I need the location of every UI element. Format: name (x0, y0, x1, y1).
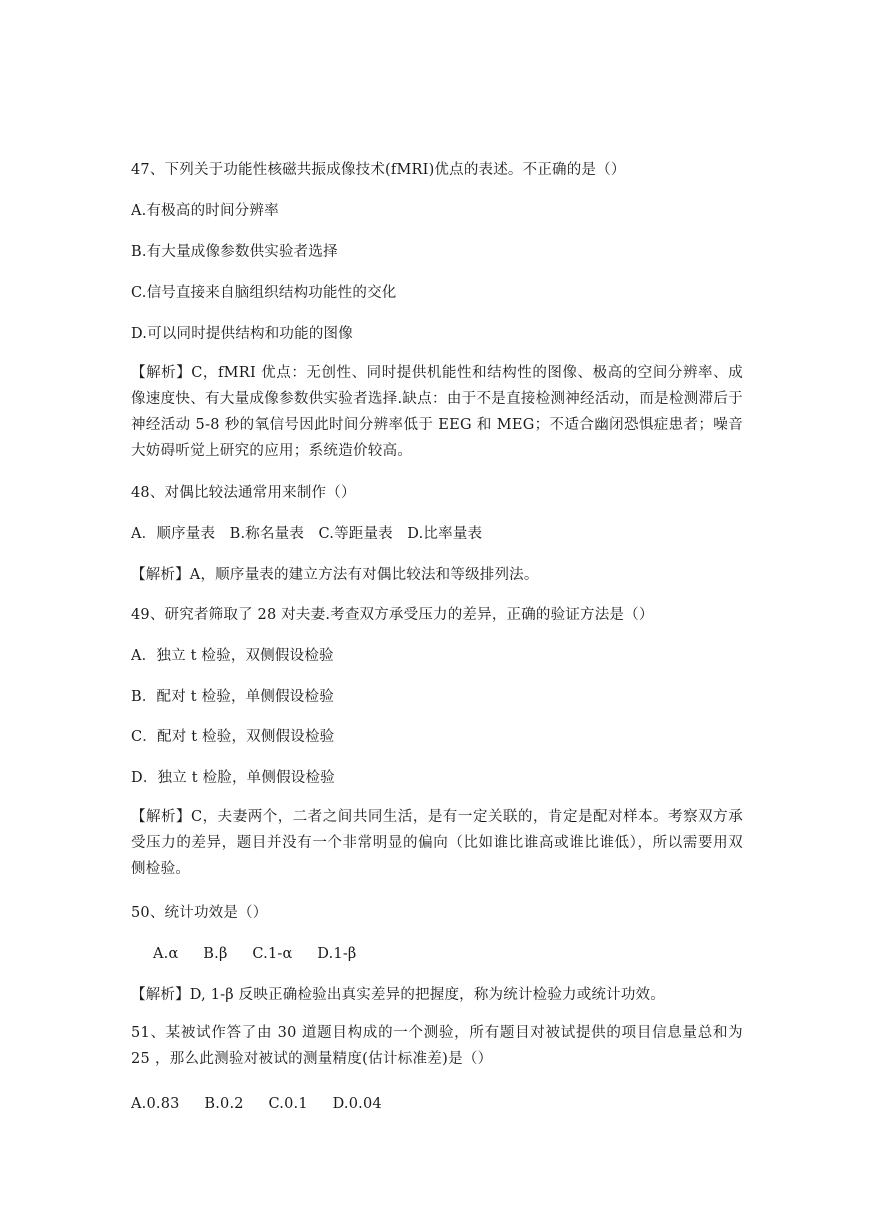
question-47-option-b: B.有大量成像参数供实验者选择 (131, 244, 338, 260)
question-47-analysis: 【解析】C，fMRI 优点：无创性、同时提供机能性和结构性的图像、极高的空间分辨率、成像速度快、有大量成像参数供实验者选择.缺点：由于不是直接检测神经活动，而是检测滞后于神经活动 5-8 秒的氧信号因此时间分辨率低于 EEG 和 MEG；不适合幽闭恐惧症患者；噪音大妨碍听觉上研究的应用；系统造价较高。 (131, 365, 743, 459)
question-50-option-b: B.β (203, 946, 228, 962)
question-47-option-d: D.可以同时提供结构和功能的图像 (131, 326, 353, 342)
question-50-options (153, 942, 773, 966)
question-50-option-d: D.1-β (317, 946, 357, 962)
question-47-option-a: A.有极高的时间分辨率 (131, 203, 279, 219)
question-48-options: A．顺序量表 B.称名量表 C.等距量表 D.比率量表 (131, 526, 483, 542)
question-50-option-a: A.α (153, 946, 179, 962)
question-49-option-d: D．独立 t 检脸，单侧假设检验 (131, 770, 335, 786)
question-49-option-a: A．独立 t 检验，双侧假设检验 (131, 648, 334, 664)
question-50-option-c: C.1-α (252, 946, 293, 962)
question-47-option-c: C.信号直接来自脑组织结构功能性的交化 (131, 285, 397, 301)
question-49-analysis: 【解析】C，夫妻两个，二者之间共同生活，是有一定关联的，肯定是配对样本。考察双方承受压力的差异，题目并没有一个非常明显的偏向（比如谁比谁高或谁比谁低），所以需要用双侧检验。 (131, 809, 743, 877)
question-47-stem: 47、下列关于功能性核磁共振成像技术(fMRI)优点的表述。不正确的是（） (131, 162, 626, 178)
question-50-stem: 50、统计功效是（） (131, 905, 268, 921)
question-51-options (131, 1092, 751, 1116)
question-50-analysis: 【解析】D, 1-β 反映正确检验出真实差异的把握度，称为统计检验力或统计功效。 (131, 987, 665, 1003)
question-51-option-d: D.0.04 (332, 1096, 382, 1112)
question-48-analysis: 【解析】A，顺序量表的建立方法有对偶比较法和等级排列法。 (131, 567, 539, 583)
question-51-option-c: C.0.1 (268, 1096, 308, 1112)
question-51-stem: 51、某被试作答了由 30 道题目构成的一个测验，所有题目对被试提供的项目信息量总和为 25 ，那么此测验对被试的测量精度(估计标准差)是（） (131, 1025, 743, 1067)
question-51-option-b: B.0.2 (204, 1096, 244, 1112)
question-48-stem: 48、对偶比较法通常用来制作（） (131, 485, 356, 501)
question-49-option-b: B．配对 t 检验，单侧假设检验 (131, 689, 334, 705)
question-51-option-a: A.0.83 (131, 1096, 180, 1112)
question-49-stem: 49、研究者筛取了 28 对夫妻.考查双方承受压力的差异，正确的验证方法是（） (131, 607, 654, 623)
question-49-option-c: C．配对 t 检验，双侧假设检验 (131, 729, 335, 745)
